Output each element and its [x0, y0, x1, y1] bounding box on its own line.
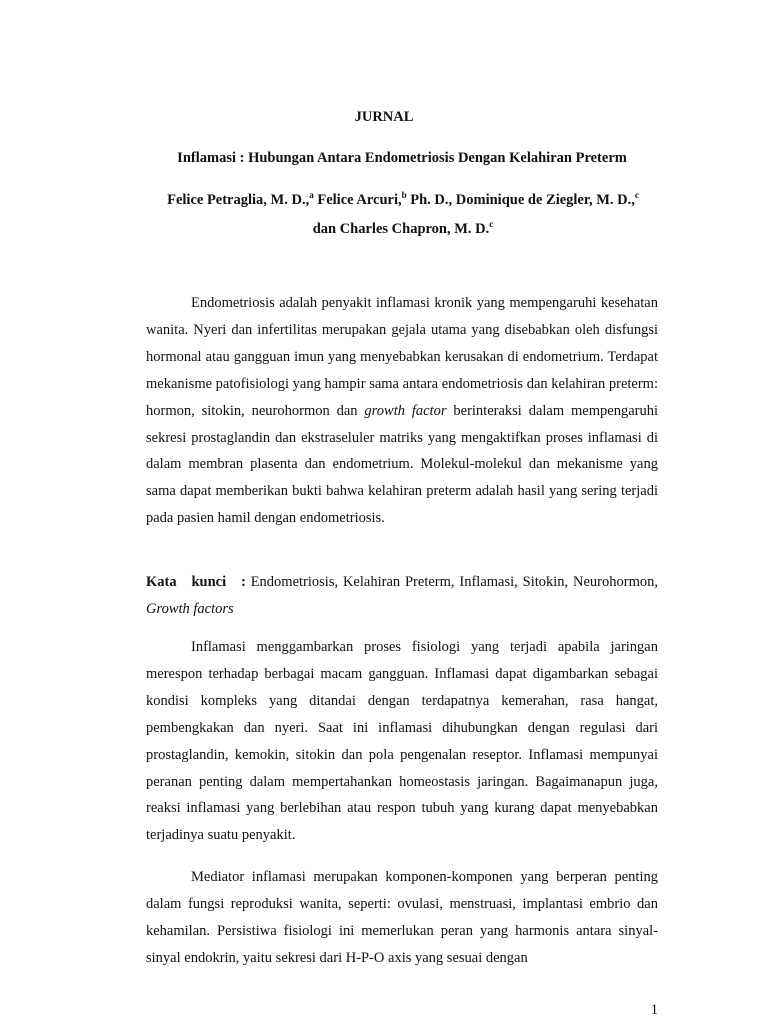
keywords-paragraph	[146, 569, 658, 623]
affiliation-mark: c	[489, 219, 494, 229]
author-list	[148, 186, 658, 244]
mediator-paragraph: Mediator inflamasi merupakan komponen-komponen yang berperan penting dalam fungsi reproduksi wanita, seperti: ovulasi, menstruasi, implantasi embrio dan kehamilan. Persistiwa fisiologi ini memerlukan peran yang harmonis antara sinyal-sinyal endokrin, yaitu sekresi dari H-P-O axis yang sesuai dengan	[146, 869, 658, 966]
author-petraglia: Felice Petraglia, M. D.,	[167, 192, 310, 208]
keywords-italic-term: Growth factors	[146, 600, 234, 617]
keywords-label: Kata kunci :	[146, 574, 246, 590]
abstract-text-rest: berinteraksi dalam mempengaruhi sekresi prostaglandin dan ekstraseluler matriks yang mengaktifkan proses inflamasi di dalam membran plasenta dan endometrium. Molekul-molekul dan mekanisme yang sama dapat memberikan bukti bahwa kelahiran preterm adalah hasil yang sering terjadi pada pasien hamil dengan endometriosis.	[146, 402, 658, 527]
affiliation-mark: c	[634, 190, 639, 200]
keywords	[146, 569, 658, 623]
author-arcuri: Felice Arcuri,	[313, 192, 402, 208]
abstract-italic-term: growth factor	[364, 402, 447, 419]
abstract-text: Endometriosis adalah penyakit inflamasi kronik yang mempengaruhi kesehatan wanita. Nyeri dan infertilitas merupakan gejala utama yang disebabkan oleh disfungsi hormonal atau gangguan imun yang menyebabkan kerusakan di endometrium. Terdapat mekanisme patofisiologi yang hampir sama antara endometriosis dan kelahiran preterm: hormon, sitokin, neurohormon dan	[146, 295, 658, 419]
author-de-ziegler: Ph. D., Dominique de Ziegler, M. D.,	[406, 192, 635, 208]
inflamasi-section	[146, 634, 658, 849]
affiliation-mark: a	[309, 190, 314, 200]
journal-label: JURNAL	[354, 109, 414, 125]
abstract-paragraph	[146, 290, 658, 532]
mediator-section	[146, 864, 658, 972]
keywords-list: Endometriosis, Kelahiran Preterm, Inflamasi, Sitokin, Neurohormon,	[245, 574, 658, 590]
article-title: Inflamasi : Hubungan Antara Endometriosis Dengan Kelahiran Preterm	[177, 150, 627, 166]
inflamasi-paragraph: Inflamasi menggambarkan proses fisiologi yang terjadi apabila jaringan merespon terhadap berbagai macam gangguan. Inflamasi dapat digambarkan sebagai kondisi kompleks yang ditandai dengan terdapatnya kemerahan, rasa hangat, pembengkakan dan nyeri. Saat ini inflamasi dihubungkan dengan regulasi dari prostaglandin, kemokin, sitokin dan pola pengenalan reseptor. Inflamasi mempunyai peranan penting dalam mempertahankan homeostasis jaringan. Bagaimanapun juga, reaksi inflamasi yang berlebihan atau respon tubuh yang kurang dapat menyebabkan terjadinya suatu penyakit.	[146, 639, 658, 844]
affiliation-mark: b	[401, 190, 407, 200]
page-number: 1	[650, 1002, 658, 1018]
author-chapron: dan Charles Chapron, M. D.	[312, 221, 490, 237]
abstract	[146, 290, 658, 532]
